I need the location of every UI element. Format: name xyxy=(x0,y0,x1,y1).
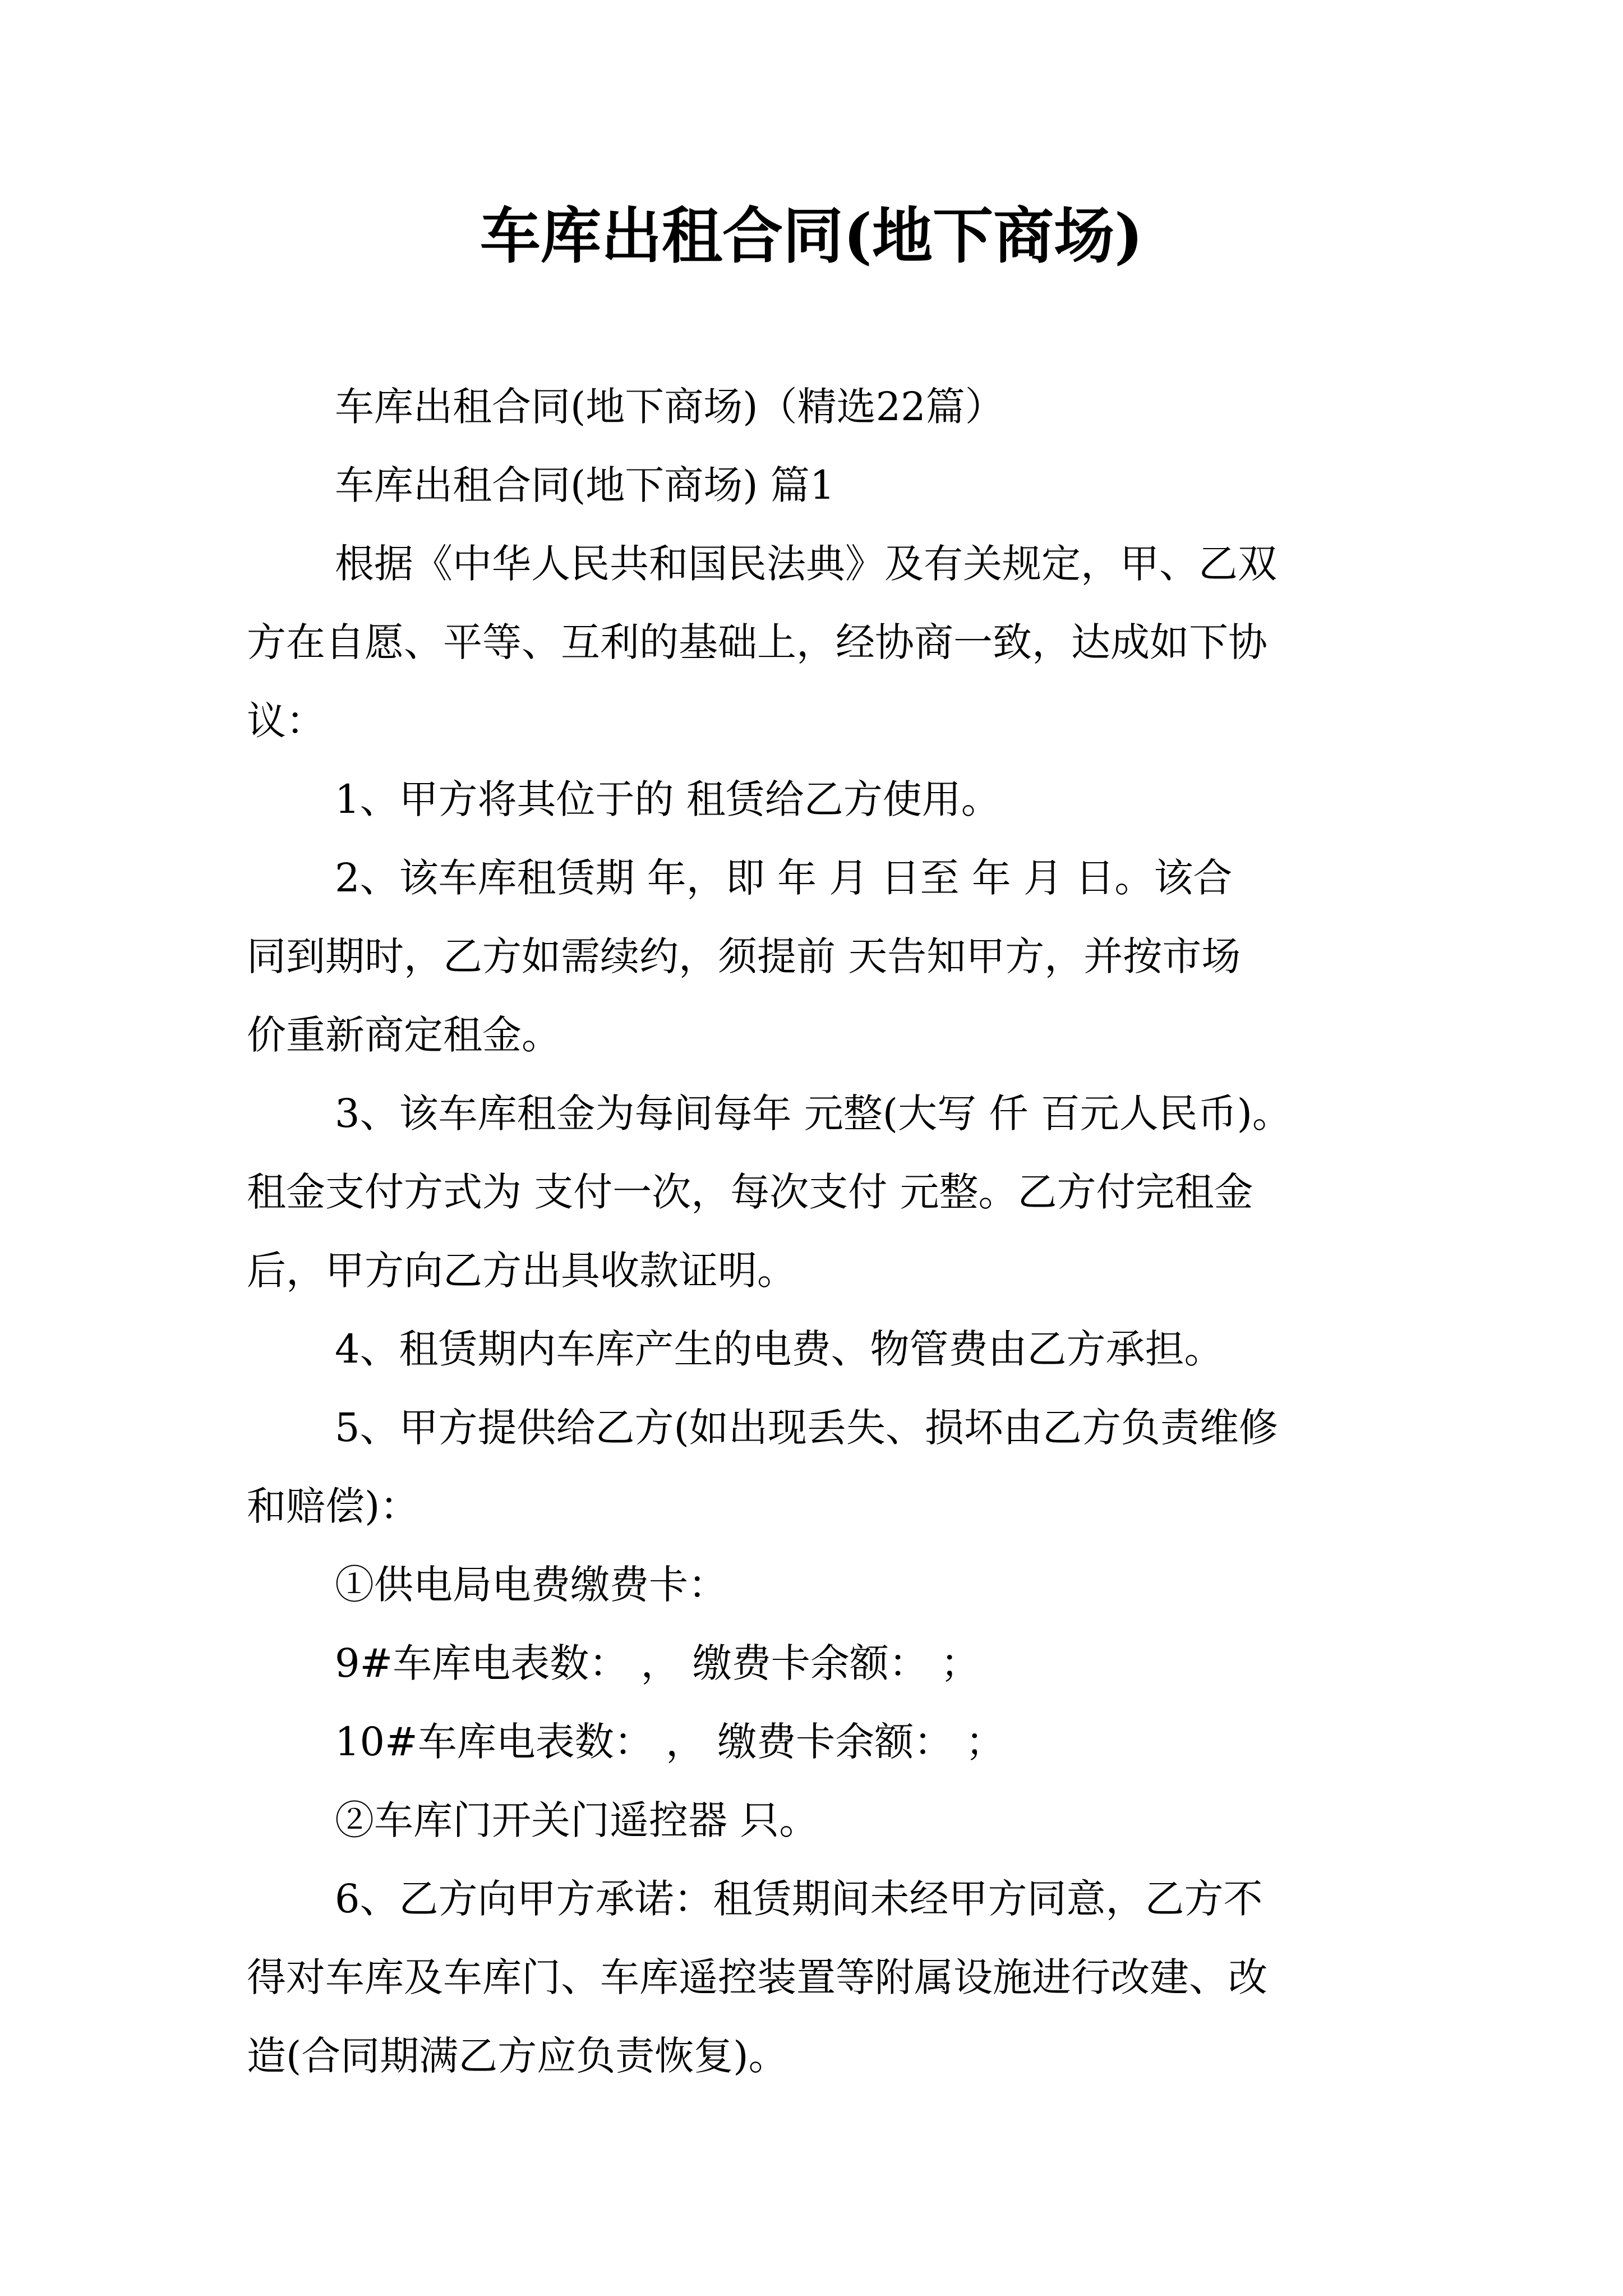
clause-6: 6、乙方向甲方承诺：租赁期间未经甲方同意，乙方不 xyxy=(335,1876,1263,1922)
paragraph-line: 同到期时，乙方如需续约，须提前 天告知甲方，并按市场 xyxy=(247,933,1241,979)
paragraph-line: 根据《中华人民共和国民法典》及有关规定，甲、乙双 xyxy=(335,541,1277,587)
clause-4: 4、租赁期内车库产生的电费、物管费由乙方承担。 xyxy=(335,1326,1224,1372)
clause-3: 3、该车库租金为每间每年 元整(大写 仟 百元人民币)。 xyxy=(335,1091,1292,1137)
paragraph-line: 价重新商定租金。 xyxy=(247,1012,561,1058)
sub-item-line: 9#车库电表数： ， 缴费卡余额： ； xyxy=(335,1640,980,1686)
paragraph-line: 议： xyxy=(247,698,325,744)
paragraph-line: 和赔偿)： xyxy=(247,1483,419,1529)
clause-2: 2、该车库租赁期 年，即 年 月 日至 年 月 日。该合 xyxy=(335,855,1233,901)
clause-5: 5、甲方提供给乙方(如出现丢失、损坏由乙方负责维修 xyxy=(335,1405,1278,1451)
paragraph-line: 租金支付方式为 支付一次，每次支付 元整。乙方付完租金 xyxy=(247,1169,1253,1215)
paragraph-line: 得对车库及车库门、车库遥控装置等附属设施进行改建、改 xyxy=(247,1954,1267,2000)
section-heading: 车库出租合同(地下商场) 篇1 xyxy=(335,462,835,508)
paragraph-line: 造(合同期满乙方应负责恢复)。 xyxy=(247,2033,788,2079)
clause-1: 1、甲方将其位于的 租赁给乙方使用。 xyxy=(335,776,1000,822)
sub-item-2: ②车库门开关门遥控器 只。 xyxy=(335,1797,819,1843)
document-title: 车库出租合同(地下商场) xyxy=(479,201,1144,272)
sub-item-line: 10#车库电表数： ， 缴费卡余额： ； xyxy=(335,1719,1005,1765)
subtitle-line: 车库出租合同(地下商场)（精选22篇） xyxy=(335,384,1004,430)
paragraph-line: 方在自愿、平等、互利的基础上，经协商一致，达成如下协 xyxy=(247,619,1267,665)
sub-item-1: ①供电局电费缴费卡： xyxy=(335,1562,727,1608)
paragraph-line: 后，甲方向乙方出具收款证明。 xyxy=(247,1248,796,1294)
